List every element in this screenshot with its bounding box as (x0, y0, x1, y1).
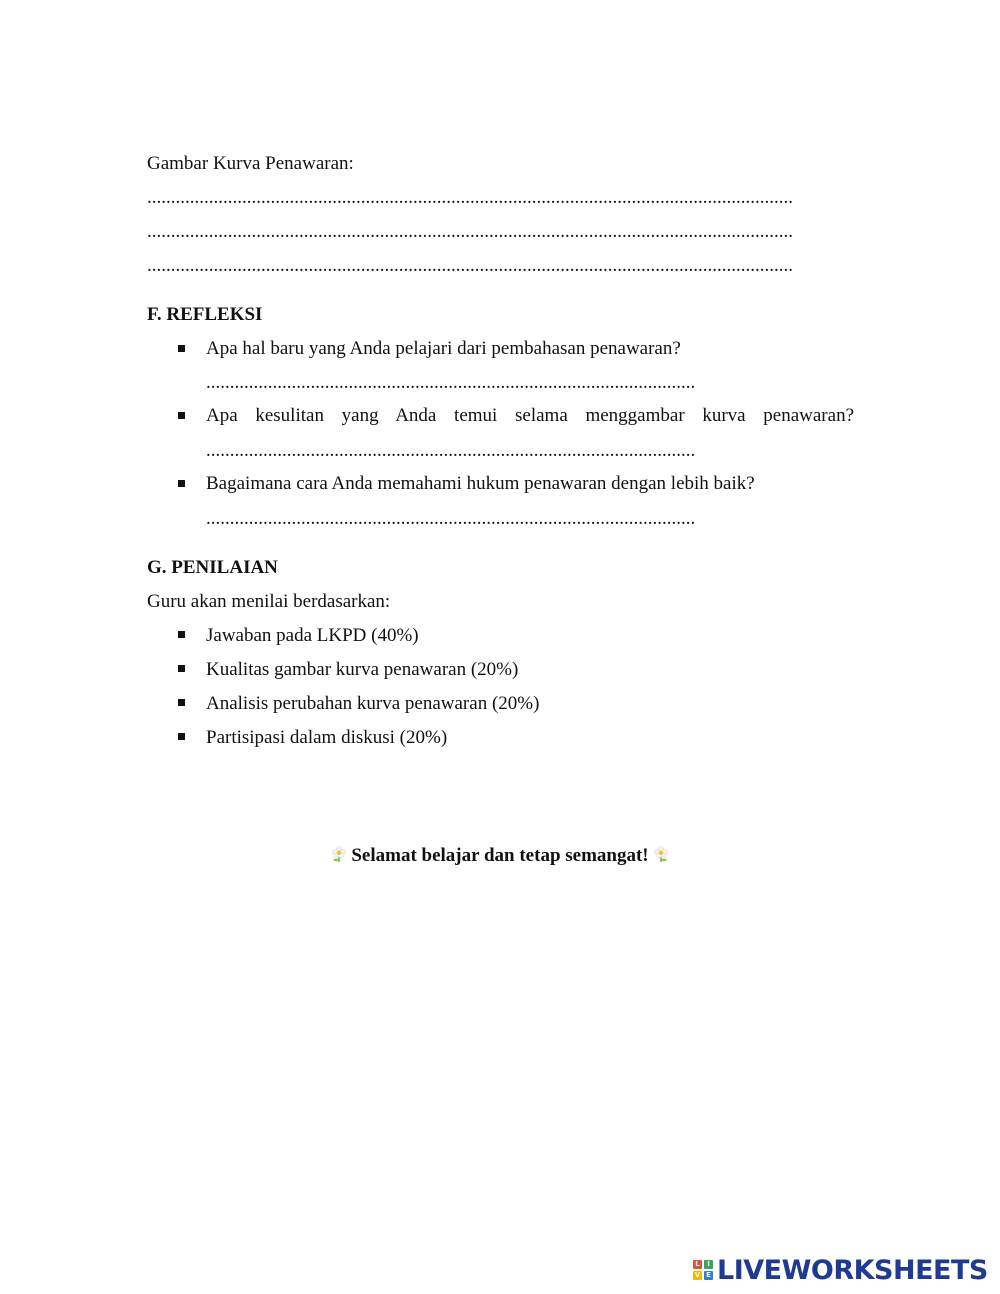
logo-text: LIVEWORKSHEETS (717, 1254, 988, 1286)
answer-line[interactable]: ........................................................................................................................................ (147, 221, 793, 242)
answer-line[interactable]: ........................................................................................................................................ (147, 255, 793, 276)
reflection-heading: F. REFLEKSI (147, 304, 263, 325)
logo-mark-letter: V (694, 1271, 701, 1279)
assessment-item: Jawaban pada LKPD (40%) (206, 625, 419, 646)
bullet-icon (178, 665, 185, 672)
closing-text: Selamat belajar dan tetap semangat! (351, 845, 649, 866)
logo-mark-letter: I (704, 1260, 713, 1269)
reflection-question: Bagaimana cara Anda memahami hukum penawaran dengan lebih baik? (206, 473, 755, 494)
bullet-icon (178, 412, 185, 419)
reflection-answer-line[interactable]: ....................................................................................................... (206, 508, 696, 529)
bullet-icon (178, 733, 185, 740)
supply-curve-label: Gambar Kurva Penawaran: (147, 153, 354, 174)
assessment-heading: G. PENILAIAN (147, 557, 278, 578)
assessment-item: Kualitas gambar kurva penawaran (20%) (206, 659, 519, 680)
liveworksheets-logo (693, 1254, 988, 1286)
bullet-icon (178, 631, 185, 638)
reflection-answer-line[interactable]: ....................................................................................................... (206, 372, 696, 393)
flower-icon (652, 845, 670, 863)
assessment-item: Partisipasi dalam diskusi (20%) (206, 727, 448, 748)
logo-mark-letter: E (704, 1271, 713, 1280)
assessment-intro: Guru akan menilai berdasarkan: (147, 591, 391, 612)
flower-icon (330, 845, 348, 863)
logo-mark-icon (693, 1260, 713, 1280)
closing-message (0, 845, 1000, 867)
reflection-answer-line[interactable]: ....................................................................................................... (206, 440, 696, 461)
logo-mark-letter: L (693, 1260, 702, 1269)
assessment-item: Analisis perubahan kurva penawaran (20%) (206, 693, 540, 714)
reflection-question: Apa hal baru yang Anda pelajari dari pembahasan penawaran? (206, 338, 681, 359)
bullet-icon (178, 699, 185, 706)
reflection-question: Apa kesulitan yang Anda temui selama menggambar kurva penawaran? (206, 405, 854, 426)
bullet-icon (178, 345, 185, 352)
bullet-icon (178, 480, 185, 487)
answer-line[interactable]: ........................................................................................................................................ (147, 187, 793, 208)
